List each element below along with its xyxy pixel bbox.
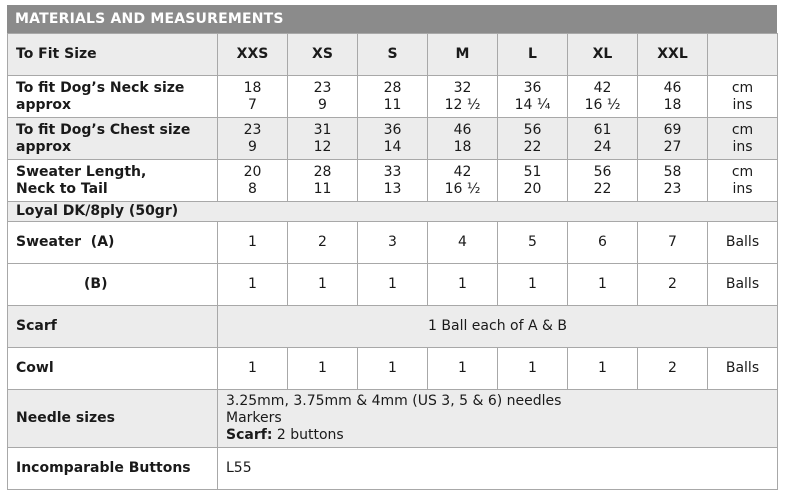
size-header: XS (288, 34, 358, 76)
unit-cell: cm ins (708, 118, 778, 160)
size-row (8, 34, 778, 76)
scarf-label: Scarf (8, 306, 218, 348)
section-title: MATERIALS AND MEASUREMENTS (7, 5, 777, 33)
measurement-cell: 61 24 (568, 118, 638, 160)
measurement-cell: 69 27 (638, 118, 708, 160)
measurement-cell: 31 12 (288, 118, 358, 160)
yarn-heading: Loyal DK/8ply (50gr) (8, 202, 778, 222)
measurement-cell: 28 11 (288, 160, 358, 202)
measurement-cell: 56 22 (568, 160, 638, 202)
unit-cell: Balls (708, 264, 778, 306)
ball-count: 1 (498, 264, 568, 306)
measurement-cell: 42 16 ½ (428, 160, 498, 202)
sweater-b-label: (B) (8, 264, 218, 306)
sweater-a-row (8, 222, 778, 264)
chest-size-label: To fit Dog’s Chest size approx (8, 118, 218, 160)
ball-count: 1 (428, 348, 498, 390)
size-header: XL (568, 34, 638, 76)
size-header: XXL (638, 34, 708, 76)
ball-count: 1 (218, 348, 288, 390)
ball-count: 5 (498, 222, 568, 264)
ball-count: 2 (638, 264, 708, 306)
chest-size-row (8, 118, 778, 160)
unit-cell: Balls (708, 348, 778, 390)
size-header: L (498, 34, 568, 76)
materials-table-container (7, 5, 777, 490)
ball-count: 1 (428, 264, 498, 306)
unit-cell: cm ins (708, 160, 778, 202)
measurement-cell: 36 14 ¼ (498, 76, 568, 118)
sweater-length-row (8, 160, 778, 202)
ball-count: 1 (568, 264, 638, 306)
size-header: S (358, 34, 428, 76)
sweater-b-row (8, 264, 778, 306)
ball-count: 1 (358, 264, 428, 306)
measurement-cell: 33 13 (358, 160, 428, 202)
scarf-value: 1 Ball each of A & B (218, 306, 778, 348)
ball-count: 1 (358, 348, 428, 390)
sweater-a-label: Sweater (A) (8, 222, 218, 264)
size-header: M (428, 34, 498, 76)
ball-count: 2 (288, 222, 358, 264)
measurement-cell: 23 9 (288, 76, 358, 118)
materials-table (7, 33, 778, 490)
measurement-cell: 32 12 ½ (428, 76, 498, 118)
measurement-cell: 36 14 (358, 118, 428, 160)
measurement-cell: 42 16 ½ (568, 76, 638, 118)
scarf-row (8, 306, 778, 348)
unit-header-empty (708, 34, 778, 76)
ball-count: 1 (288, 264, 358, 306)
unit-cell: Balls (708, 222, 778, 264)
needles-label: Needle sizes (8, 390, 218, 448)
ball-count: 1 (218, 222, 288, 264)
buttons-value: L55 (218, 448, 778, 490)
cowl-row (8, 348, 778, 390)
measurement-cell: 56 22 (498, 118, 568, 160)
neck-size-row (8, 76, 778, 118)
measurement-cell: 46 18 (638, 76, 708, 118)
measurement-cell: 51 20 (498, 160, 568, 202)
measurement-cell: 18 7 (218, 76, 288, 118)
unit-cell: cm ins (708, 76, 778, 118)
measurement-cell: 23 9 (218, 118, 288, 160)
ball-count: 1 (218, 264, 288, 306)
buttons-row (8, 448, 778, 490)
yarn-heading-row (8, 202, 778, 222)
size-row-label: To Fit Size (8, 34, 218, 76)
cowl-label: Cowl (8, 348, 218, 390)
buttons-label: Incomparable Buttons (8, 448, 218, 490)
ball-count: 4 (428, 222, 498, 264)
ball-count: 2 (638, 348, 708, 390)
measurement-cell: 28 11 (358, 76, 428, 118)
needles-value: 3.25mm, 3.75mm & 4mm (US 3, 5 & 6) needles Markers Scarf: 2 buttons (218, 390, 778, 448)
ball-count: 1 (288, 348, 358, 390)
ball-count: 1 (498, 348, 568, 390)
ball-count: 3 (358, 222, 428, 264)
ball-count: 7 (638, 222, 708, 264)
size-header: XXS (218, 34, 288, 76)
needles-row (8, 390, 778, 448)
neck-size-label: To fit Dog’s Neck size approx (8, 76, 218, 118)
measurement-cell: 20 8 (218, 160, 288, 202)
sweater-length-label: Sweater Length, Neck to Tail (8, 160, 218, 202)
measurement-cell: 46 18 (428, 118, 498, 160)
ball-count: 6 (568, 222, 638, 264)
measurement-cell: 58 23 (638, 160, 708, 202)
ball-count: 1 (568, 348, 638, 390)
